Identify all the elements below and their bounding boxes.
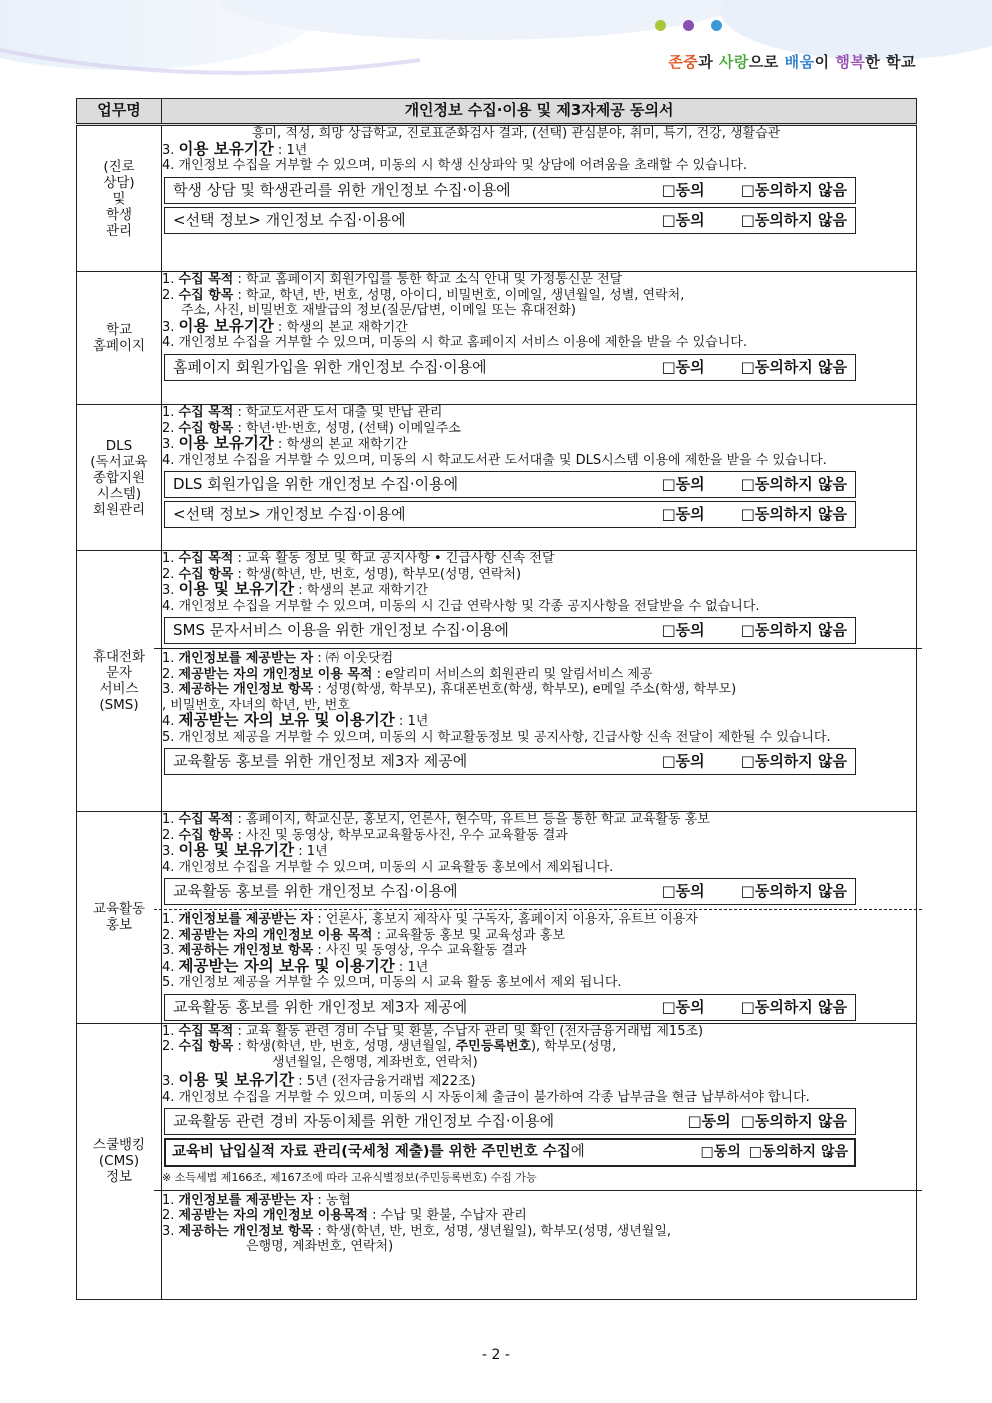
consent-question: 교육비 납입실적 자료 관리(국세청 제출)를 위한 주민번호 수집	[172, 1144, 571, 1160]
refusal-notice: 4. 개인정보 수집을 거부할 수 있으며, 미동의 시 긴급 연락사항 및 각종 공지사항을 전달받을 수 없습니다.	[162, 598, 760, 614]
slogan-word: 이	[814, 53, 836, 71]
category-text: 학교 홈페이지	[92, 322, 146, 354]
num: 3.	[162, 142, 179, 158]
items-line	[162, 1224, 916, 1240]
category-label	[77, 272, 162, 405]
consent-question: 교육활동 홍보를 위한 개인정보 수집·이용에	[173, 882, 458, 900]
optional-consent-box	[164, 207, 856, 234]
value: : 학생의 본교 재학기간	[273, 319, 408, 335]
value: : e알리미 서비스의 회원관리 및 알림서비스 제공	[372, 666, 653, 682]
label: 제공하는 개인정보 항목	[178, 1223, 314, 1239]
value: : ㈜ 이웃닷컴	[313, 651, 394, 666]
section-sms	[77, 551, 917, 812]
value: : 학생의 본교 재학기간	[273, 437, 408, 452]
num: 1.	[162, 1192, 179, 1208]
optional-consent-box	[164, 501, 856, 528]
category-label	[77, 405, 162, 551]
section-body	[162, 405, 917, 551]
refusal-notice: 4. 개인정보 수집을 거부할 수 있으며, 미동의 시 학교 홈페이지 서비스 이용에 제한을 받을 수 있습니다.	[162, 335, 747, 350]
recipient-line	[162, 1193, 916, 1209]
consent-question: SMS 문자서비스 이용을 위한 개인정보 수집·이용에	[173, 621, 509, 639]
num: 1.	[162, 912, 179, 927]
disagree-checkbox[interactable]: □동의하지 않음	[740, 1112, 847, 1130]
num: 3.	[162, 583, 179, 598]
consent-box	[164, 1108, 856, 1135]
category-text: 교육활동 홍보	[92, 901, 146, 934]
label: 개인정보를 제공받는 자	[178, 912, 314, 927]
value: : 사진 및 동영상, 우수 교육활동 결과	[313, 943, 527, 958]
slogan-word: 행복	[835, 53, 866, 71]
disagree-checkbox[interactable]: □동의하지 않음	[740, 475, 847, 493]
num: 3.	[162, 844, 179, 859]
third-party-consent-box	[164, 748, 856, 775]
value: : 1년	[273, 142, 308, 158]
slogan-word: 과	[698, 53, 719, 71]
third-party-consent-box	[164, 994, 856, 1021]
decorative-dots	[655, 20, 722, 31]
disagree-checkbox[interactable]: □동의하지 않음	[748, 1144, 848, 1160]
school-slogan	[668, 51, 916, 72]
consent-box	[164, 617, 856, 644]
items-line	[162, 288, 916, 304]
label: 수집 항목	[178, 566, 234, 582]
num: 3.	[162, 1074, 179, 1089]
items-line-cont: 생년월일, 은행명, 계좌번호, 연락처)	[272, 1054, 478, 1070]
disagree-checkbox[interactable]: □동의하지 않음	[740, 882, 847, 900]
dot-green	[655, 20, 666, 31]
items-line-cont: 은행명, 계좌번호, 연락처)	[246, 1239, 394, 1254]
category-label	[77, 1023, 162, 1299]
label: 수집 항목	[178, 287, 234, 303]
slogan-word: 사랑	[718, 53, 749, 71]
value: : 학교도서관 도서 대출 및 반납 관리	[233, 405, 443, 420]
category-label	[77, 812, 162, 1024]
refusal-notice: 4. 개인정보 수집을 거부할 수 있으며, 미동의 시 자동이체 출금이 불가하여 각종 납부금을 현금 납부하셔야 합니다.	[162, 1089, 810, 1105]
agree-checkbox[interactable]: □동의	[661, 882, 705, 900]
retention-line	[162, 713, 916, 730]
category-text: 휴대전화 문자 서비스 (SMS)	[92, 649, 146, 713]
section-body	[162, 551, 917, 812]
refusal-notice: 4. 개인정보 수집을 거부할 수 있으며, 미동의 시 학교도서관 도서대출 및 DLS시스템 이용에 제한을 받을 수 있습니다.	[162, 452, 827, 468]
num: 1.	[162, 551, 179, 566]
label: 수집 목적	[178, 812, 234, 827]
label: 제공받는 자의 보유 및 이용기간	[178, 711, 395, 729]
category-text: (진로 상담) 및 학생 관리	[103, 158, 135, 239]
consent-question: 홈페이지 회원가입을 위한 개인정보 수집·이용에	[173, 357, 487, 376]
category-label	[77, 125, 162, 272]
refusal-notice: 5. 개인정보 제공을 거부할 수 있으며, 미동의 시 학교활동정보 및 공지사항, 긴급사항 신속 전달이 제한될 수 있습니다.	[162, 729, 831, 745]
num: 3.	[162, 437, 179, 452]
label: 제공받는 자의 개인정보 이용목적	[178, 1208, 368, 1223]
label: 개인정보를 제공받는 자	[178, 1192, 314, 1208]
label: 수집 목적	[178, 405, 234, 420]
disagree-checkbox[interactable]: □동의하지 않음	[740, 997, 847, 1016]
value: : 학생(학년, 반, 번호, 성명), 학부모(성명, 연락처)	[233, 566, 522, 582]
retention-line	[162, 139, 916, 159]
consent-question: <선택 정보> 개인정보 수집·이용에	[173, 505, 406, 523]
divider	[154, 1190, 922, 1191]
retention-line	[162, 316, 916, 336]
consent-box	[164, 878, 856, 905]
consent-question: 학생 상담 및 학생관리를 위한 개인정보 수집·이용에	[173, 180, 511, 199]
num: 1.	[162, 1023, 179, 1039]
label: 제공하는 개인정보 항목	[178, 682, 314, 697]
purpose-line	[162, 551, 916, 567]
agree-checkbox[interactable]: □동의	[661, 357, 705, 376]
consent-question: 교육활동 홍보를 위한 개인정보 제3자 제공에	[173, 752, 468, 770]
header-consent-title: 개인정보 수집·이용 및 제3자제공 동의서	[162, 99, 917, 125]
purpose-line	[162, 812, 916, 828]
agree-checkbox[interactable]: □동의	[661, 180, 705, 199]
disagree-checkbox[interactable]: □동의하지 않음	[740, 752, 847, 770]
page-number: - 2 -	[482, 1347, 510, 1363]
retention-line	[162, 843, 916, 860]
value: : 1년	[394, 959, 429, 975]
value: : 교육 활동 정보 및 학교 공지사항 • 긴급사항 신속 전달	[233, 551, 555, 566]
consent-box	[164, 177, 856, 204]
items-line-cont: , 비밀번호, 자녀의 학년, 반, 번호	[162, 697, 350, 713]
label: 제공하는 개인정보 항목	[178, 943, 314, 958]
value: : 학교, 학년, 반, 번호, 성명, 아이디, 비밀번호, 이메일, 생년월일, 성별, 연락처,	[233, 287, 685, 303]
agree-checkbox[interactable]: □동의	[661, 210, 705, 229]
retention-line	[162, 956, 916, 976]
purpose-line	[162, 1024, 916, 1040]
section-homepage	[77, 272, 917, 405]
section-body	[162, 125, 917, 272]
num: 2.	[162, 827, 179, 843]
items-line	[162, 421, 916, 437]
rrn-consent-box	[164, 1138, 856, 1167]
num: 2.	[162, 927, 179, 943]
retention-line	[162, 582, 916, 599]
purpose-line	[162, 1208, 916, 1224]
label: 이용 보유기간	[178, 316, 274, 335]
value: : 교육활동 홍보 및 교육성과 홍보	[372, 927, 565, 943]
consent-question: 교육활동 홍보를 위한 개인정보 제3자 제공에	[173, 997, 468, 1016]
consent-question: DLS 회원가입을 위한 개인정보 수집·이용에	[173, 475, 459, 493]
value: : 1년	[294, 844, 328, 859]
slogan-word: 배움	[784, 53, 815, 71]
consent-question: 교육활동 관련 경비 자동이체를 위한 개인정보 수집·이용에	[173, 1112, 555, 1130]
dot-purple	[683, 20, 694, 31]
section-promotion	[77, 812, 917, 1024]
dot-blue	[711, 20, 722, 31]
num: 2.	[162, 666, 179, 682]
agree-checkbox[interactable]: □동의	[700, 1144, 741, 1160]
value: : 1년	[394, 714, 429, 729]
agree-checkbox[interactable]: □동의	[661, 505, 705, 523]
label: 수집 항목	[178, 420, 234, 436]
value: : 성명(학생, 학부모), 휴대폰번호(학생, 학부모), e메일 주소(학생, 학부모)	[313, 682, 737, 697]
value: : 학생(학년, 반, 번호, 성명, 생년월일,	[233, 1039, 456, 1054]
label: 이용 및 보유기간	[178, 580, 295, 598]
collect-items-line: 흥미, 적성, 희망 상급학교, 진로표준화검사 결과, (선택) 관심분야, 취미, 특기, 건강, 생활습관	[252, 126, 781, 141]
label: 수집 항목	[178, 1039, 234, 1054]
purpose-line	[162, 272, 916, 288]
label: 제공받는 자의 보유 및 이용기간	[178, 956, 395, 975]
value: : 5년 (전자금융거래법 제22조)	[294, 1074, 476, 1089]
disagree-checkbox[interactable]: □동의하지 않음	[740, 357, 847, 376]
value: : 학년·반·번호, 성명, (선택) 이메일주소	[233, 420, 461, 436]
divider	[154, 909, 922, 910]
recipient-line	[162, 651, 916, 667]
consent-table	[76, 98, 917, 1300]
items-line-cont: 주소, 사진, 비밀번호 재발급의 정보(질문/답변, 이메일 또는 휴대전화)	[181, 303, 576, 318]
refusal-notice: 4. 개인정보 수집을 거부할 수 있으며, 미동의 시 학생 신상파악 및 상담에 어려움을 초래할 수 있습니다.	[162, 158, 747, 173]
value: : 농협	[313, 1192, 351, 1208]
num: 1.	[162, 812, 179, 827]
consent-question: <선택 정보> 개인정보 수집·이용에	[173, 210, 406, 229]
value: : 학생의 본교 재학기간	[294, 583, 429, 598]
slogan-word: 한 학교	[865, 53, 916, 71]
refusal-notice: 5. 개인정보 제공을 거부할 수 있으며, 미동의 시 교육 활동 홍보에서 제외 됩니다.	[162, 975, 622, 990]
num: 3.	[162, 682, 179, 697]
items-line	[162, 1039, 916, 1055]
num: 2.	[162, 420, 179, 436]
agree-checkbox[interactable]: □동의	[661, 752, 705, 770]
num: 2.	[162, 287, 179, 303]
recipient-line	[162, 912, 916, 928]
section-school-banking	[77, 1023, 917, 1299]
label: 수집 목적	[178, 272, 234, 287]
disagree-checkbox[interactable]: □동의하지 않음	[740, 505, 847, 523]
purpose-line	[162, 667, 916, 683]
refusal-notice: 4. 개인정보 수집을 거부할 수 있으며, 미동의 시 교육활동 홍보에서 제외됩니다.	[162, 859, 614, 875]
consent-box	[164, 471, 856, 498]
num: 4.	[162, 714, 179, 729]
agree-checkbox[interactable]: □동의	[661, 621, 705, 639]
label: 수집 항목	[178, 827, 234, 843]
agree-checkbox[interactable]: □동의	[687, 1112, 731, 1130]
agree-checkbox[interactable]: □동의	[661, 997, 705, 1016]
section-body	[162, 272, 917, 405]
num: 2.	[162, 566, 179, 582]
num: 3.	[162, 319, 179, 335]
category-text: 스쿨뱅킹 (CMS) 정보	[92, 1137, 146, 1185]
slogan-word: 존중	[668, 53, 699, 71]
value: : 사진 및 동영상, 학부모교육활동사진, 우수 교육활동 결과	[233, 827, 568, 843]
label: 제공받는 자의 개인정보 이용 목적	[178, 666, 373, 682]
divider	[154, 648, 922, 649]
value: : 교육 활동 관련 경비 수납 및 환불, 수납자 관리 및 확인 (전자금융거래법 제15조)	[233, 1023, 704, 1039]
consent-box	[164, 354, 856, 381]
value-bold: 주민등록번호	[455, 1039, 531, 1054]
purpose-line	[162, 405, 916, 421]
items-line	[162, 682, 916, 698]
value: : 수납 및 환불, 수납자 관리	[367, 1208, 527, 1223]
purpose-line	[162, 928, 916, 944]
section-dls	[77, 405, 917, 551]
disagree-checkbox[interactable]: □동의하지 않음	[740, 210, 847, 229]
value: : 언론사, 홍보지 제작사 및 구독자, 홈페이지 이용자, 유트브 이용자	[313, 912, 698, 927]
table-header-row	[77, 99, 917, 125]
category-label	[77, 551, 162, 812]
num: 3.	[162, 943, 179, 958]
num: 1.	[162, 272, 179, 287]
retention-line	[162, 1073, 916, 1090]
label: 수집 목적	[178, 551, 234, 566]
label: 이용 보유기간	[178, 139, 274, 158]
retention-line	[162, 436, 916, 453]
value: : 학교 홈페이지 회원가입를 통한 학교 소식 안내 및 가정통신문 전달	[233, 272, 623, 287]
num: 3.	[162, 1223, 179, 1239]
num: 1.	[162, 405, 179, 420]
num: 2.	[162, 1039, 179, 1054]
section-body	[162, 1023, 917, 1299]
label: 이용 및 보유기간	[178, 1071, 295, 1089]
num: 1.	[162, 651, 179, 666]
num: 2.	[162, 1208, 179, 1223]
num: 4.	[162, 959, 179, 975]
value: : 학생(학년, 반, 번호, 성명, 생년월일), 학부모(성명, 생년월일,	[313, 1223, 672, 1239]
header-task-name: 업무명	[77, 99, 162, 125]
slogan-word: 으로	[748, 53, 785, 71]
consent-question-suffix: 에	[570, 1144, 585, 1160]
category-text: DLS (독서교육 종합지원 시스템) 회원관리	[90, 437, 148, 518]
value: : 홈페이지, 학교신문, 홍보지, 언론사, 현수막, 유트브 등을 통한 학교 교육활동 홍보	[233, 812, 710, 827]
label: 개인정보를 제공받는 자	[178, 651, 314, 666]
agree-checkbox[interactable]: □동의	[661, 475, 705, 493]
label: 이용 및 보유기간	[178, 841, 295, 859]
disagree-checkbox[interactable]: □동의하지 않음	[740, 621, 847, 639]
label: 수집 목적	[178, 1023, 234, 1039]
legal-note: ※ 소득세법 제166조, 제167조에 따라 고유식별정보(주민등록번호) 수집 가능	[162, 1171, 537, 1184]
section-body	[162, 812, 917, 1024]
label: 이용 보유기간	[178, 434, 274, 452]
disagree-checkbox[interactable]: □동의하지 않음	[740, 180, 847, 199]
label: 제공받는 자의 개인정보 이용 목적	[178, 927, 373, 943]
section-counseling	[77, 125, 917, 272]
value: ), 학부모(성명,	[530, 1039, 617, 1054]
